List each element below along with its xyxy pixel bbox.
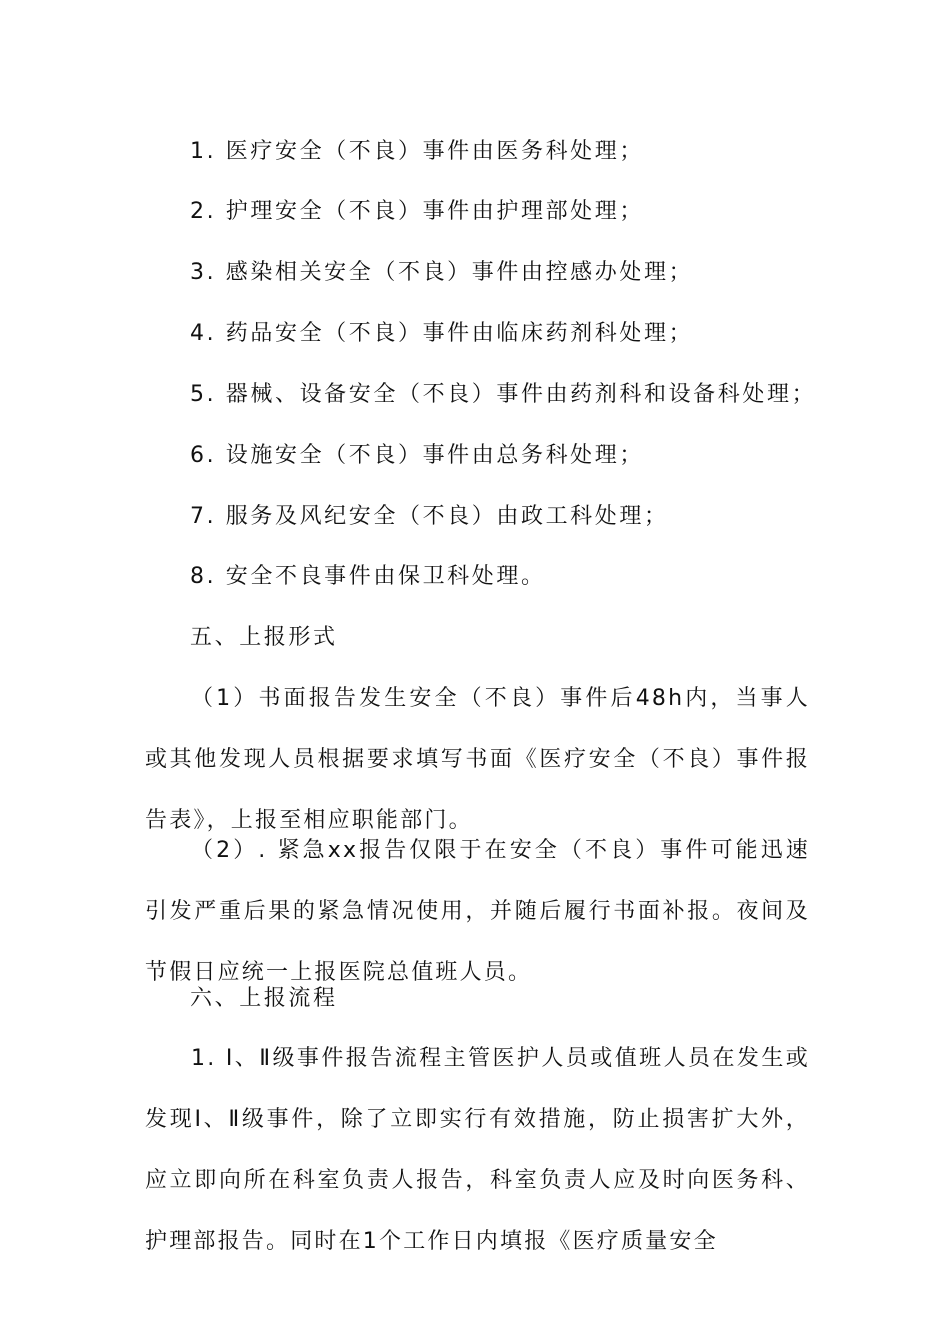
list-item-2: 2. 护理安全（不良）事件由护理部处理； (190, 199, 644, 224)
list-item-5: 5. 器械、设备安全（不良）事件由药剂科和设备科处理； (190, 382, 817, 407)
paragraph-written-report: （1）书面报告发生安全（不良）事件后48h内，当事人或其他发现人员根据要求填写书面《医疗安全（不良）事件报告表》，上报至相应职能部门。 (145, 686, 810, 833)
list-item-4: 4. 药品安全（不良）事件由临床药剂科处理； (190, 321, 694, 346)
list-item-8: 8. 安全不良事件由保卫科处理。 (190, 564, 546, 589)
list-item-7: 7. 服务及风纪安全（不良）由政工科处理； (190, 504, 669, 529)
section-heading-reporting-process: 六、上报流程 (190, 986, 338, 1011)
list-item-6: 6. 设施安全（不良）事件由总务科处理； (190, 443, 644, 468)
section-heading-reporting-form: 五、上报形式 (190, 625, 338, 650)
list-item-3: 3. 感染相关安全（不良）事件由控感办处理； (190, 260, 694, 285)
paragraph-urgent-report: （2）. 紧急xx报告仅限于在安全（不良）事件可能迅速引发严重后果的紧急情况使用，并随后履行书面补报。夜间及节假日应统一上报医院总值班人员。 (145, 838, 810, 985)
list-item-1: 1. 医疗安全（不良）事件由医务科处理； (190, 139, 644, 164)
paragraph-level-1-2-process: 1. Ⅰ、Ⅱ级事件报告流程主管医护人员或值班人员在发生或发现Ⅰ、Ⅱ级事件，除了立即实行有效措施，防止损害扩大外，应立即向所在科室负责人报告，科室负责人应及时向医务科、护理部报告。同时在1个工作日内填报《医疗质量安全 (145, 1046, 810, 1254)
